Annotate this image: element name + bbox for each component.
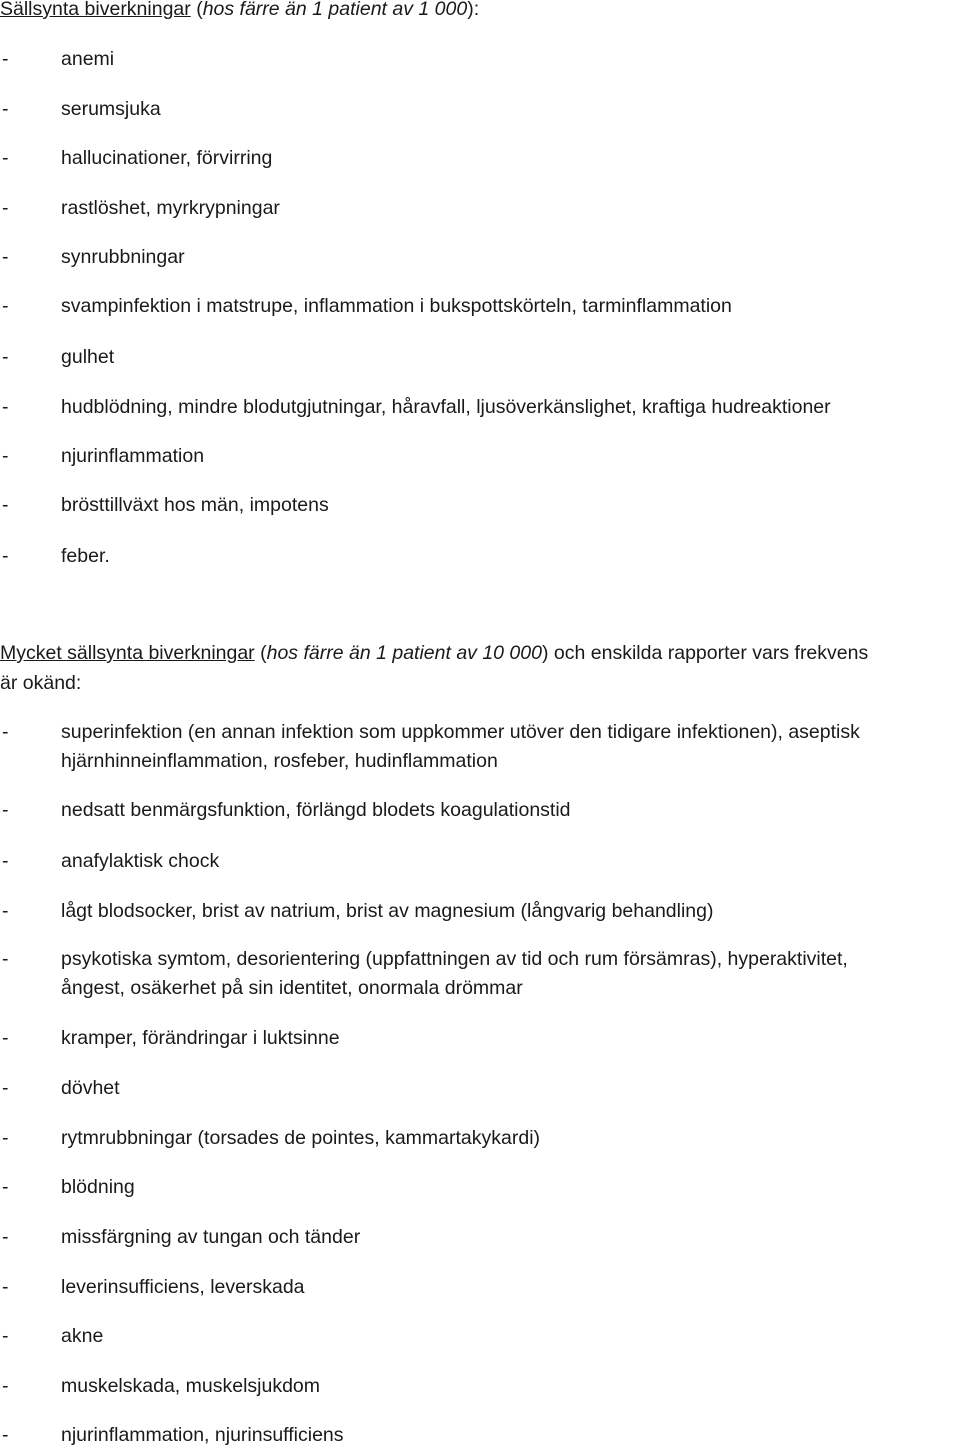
list-item: - synrubbningar bbox=[2, 246, 185, 268]
list-item: - rastlöshet, myrkrypningar bbox=[2, 197, 280, 219]
list-item-continued: hjärnhinneinflammation, rosfeber, hudinflammation bbox=[61, 750, 498, 772]
list-item: - lågt blodsocker, brist av natrium, brist av magnesium (långvarig behandling) bbox=[2, 900, 714, 922]
list-item: - hallucinationer, förvirring bbox=[2, 147, 273, 169]
list-item: - rytmrubbningar (torsades de pointes, kammartakykardi) bbox=[2, 1127, 541, 1149]
section2-intro: och enskilda rapporter vars frekvens bbox=[553, 642, 869, 664]
section1-heading: Sällsynta biverkningar (hos färre än 1 patient av 1 000): bbox=[0, 0, 480, 20]
section2-title: Mycket sällsynta biverkningar bbox=[0, 642, 255, 664]
list-item: - superinfektion (en annan infektion som uppkommer utöver den tidigare infektionen), aseptisk bbox=[2, 721, 860, 743]
list-item: - feber. bbox=[2, 545, 110, 567]
section2-frequency: hos färre än 1 patient av 10 000 bbox=[266, 642, 542, 664]
list-item: - anemi bbox=[2, 48, 115, 70]
list-item: - njurinflammation, njurinsufficiens bbox=[2, 1424, 344, 1446]
section2-intro-continued: är okänd: bbox=[0, 672, 82, 694]
list-item: - njurinflammation bbox=[2, 445, 205, 467]
list-item: - psykotiska symtom, desorientering (uppfattningen av tid och rum försämras), hyperaktivitet, bbox=[2, 948, 848, 970]
list-item: - blödning bbox=[2, 1176, 135, 1198]
list-item: - brösttillväxt hos män, impotens bbox=[2, 494, 329, 516]
list-item: - leverinsufficiens, leverskada bbox=[2, 1276, 305, 1298]
list-item: - kramper, förändringar i luktsinne bbox=[2, 1027, 340, 1049]
list-item: - nedsatt benmärgsfunktion, förlängd blodets koagulationstid bbox=[2, 799, 571, 821]
section1-frequency: hos färre än 1 patient av 1 000 bbox=[202, 0, 468, 20]
list-item: - missfärgning av tungan och tänder bbox=[2, 1226, 361, 1248]
list-item: - gulhet bbox=[2, 346, 115, 368]
section2-heading: Mycket sällsynta biverkningar (hos färre än 1 patient av 10 000) och enskilda rapporter vars frekvens bbox=[0, 642, 869, 664]
list-item: - muskelskada, muskelsjukdom bbox=[2, 1375, 321, 1397]
section1-title: Sällsynta biverkningar bbox=[0, 0, 191, 20]
list-item: - svampinfektion i matstrupe, inflammation i bukspottskörteln, tarminflammation bbox=[2, 295, 732, 317]
list-item: - dövhet bbox=[2, 1077, 120, 1099]
list-item: - anafylaktisk chock bbox=[2, 850, 220, 872]
list-item: - serumsjuka bbox=[2, 98, 161, 120]
list-item: - akne bbox=[2, 1325, 104, 1347]
list-item-continued: ångest, osäkerhet på sin identitet, onormala drömmar bbox=[61, 977, 523, 999]
list-item: - hudblödning, mindre blodutgjutningar, håravfall, ljusöverkänslighet, kraftiga hudreaktioner bbox=[2, 396, 831, 418]
